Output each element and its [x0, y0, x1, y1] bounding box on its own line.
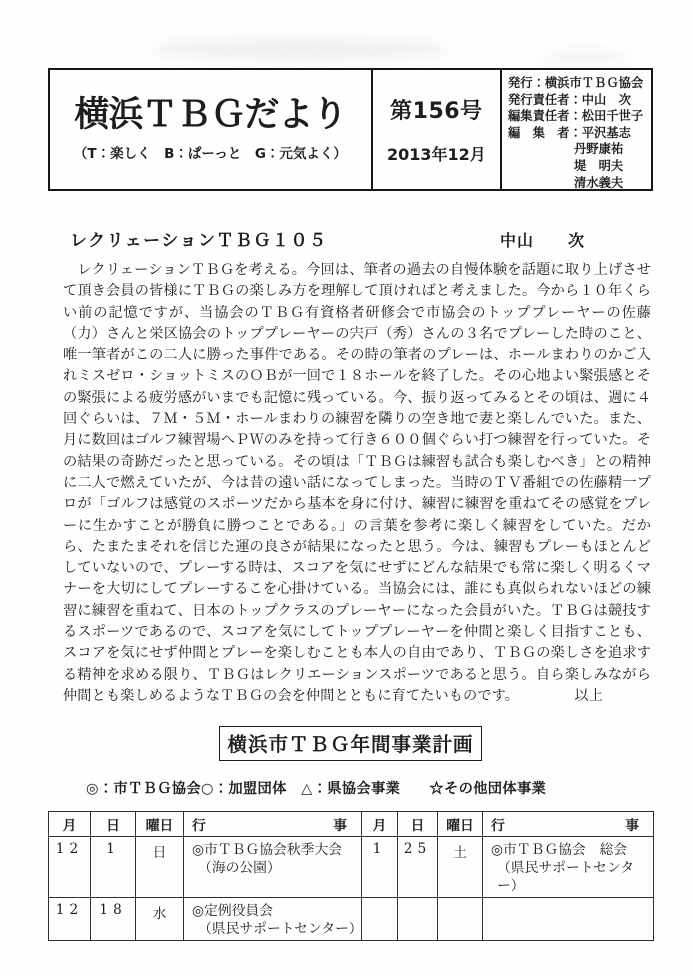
cell-weekday: 日 — [136, 837, 184, 898]
newsletter-title: 横浜ＴＢＧだより — [74, 94, 347, 135]
scan-smudge — [150, 38, 450, 60]
publisher-line: 発行：横浜市ＴＢＧ協会 — [507, 75, 644, 90]
cell-weekday: 水 — [136, 898, 184, 941]
col-header-event-char: 行 — [192, 818, 206, 834]
col-header-event — [483, 812, 654, 837]
schedule-section — [48, 726, 653, 941]
cell-weekday: 土 — [438, 837, 483, 898]
table-row — [49, 837, 654, 898]
table-row — [49, 898, 654, 941]
cell-day: 25 — [398, 837, 438, 898]
col-header-event-char: 行 — [491, 818, 505, 834]
cell-month: 12 — [49, 837, 91, 898]
col-header-day: 日 — [398, 812, 438, 837]
masthead-issue-cell — [373, 70, 502, 189]
article-header — [48, 226, 653, 251]
col-header-day: 日 — [91, 812, 136, 837]
article-closing: 以上 — [574, 687, 603, 704]
cell-day: 1 — [91, 837, 136, 898]
schedule-table — [48, 811, 654, 941]
event-venue: （海の公園） — [198, 860, 281, 876]
cell-month: 1 — [362, 837, 398, 898]
issue-number: 第156号 — [390, 99, 483, 124]
cell-event — [483, 898, 654, 941]
editor-name: 丹野康祐 — [573, 141, 624, 157]
cell-day: 18 — [91, 898, 136, 941]
cell-event — [184, 837, 362, 898]
event-name: ◎市ＴＢＧ協会秋季大会 — [192, 842, 343, 858]
article-body — [63, 260, 651, 707]
publisher-line: 編集責任者：松田千世子 — [507, 108, 644, 124]
col-header-weekday: 曜日 — [438, 812, 483, 837]
article-title: レクリェーションＴＢＧ１０５ — [70, 231, 328, 251]
col-header-month: 月 — [49, 812, 91, 837]
cell-month — [362, 898, 398, 941]
cell-event — [184, 898, 362, 941]
masthead — [48, 68, 653, 191]
article-author: 中山 次 — [499, 231, 585, 250]
event-venue: （県民サポートセンター） — [198, 921, 363, 937]
publisher-line: 発行責任者：中山 次 — [507, 91, 631, 107]
scan-smudge — [540, 50, 630, 64]
schedule-table-header-row — [49, 812, 654, 837]
col-header-weekday: 曜日 — [136, 812, 184, 837]
publisher-line: 編 集 者：平沢基志 — [507, 124, 631, 140]
col-header-event — [184, 812, 362, 837]
cell-event — [483, 837, 654, 898]
newsletter-subtitle: （T：楽しく B：ぱーっと G：元気よく） — [73, 146, 347, 163]
editor-name: 清水義夫 — [573, 174, 624, 190]
article-body-text: レクリェーションＴＢＧを考える。今回は、筆者の過去の自慢体験を話題に取り上げさせて頂き会員の皆様にＴＢＧの楽しみ方を理解して頂ければと考えました。今から１０年くらい前の記憶ですが、当協会のＴＢＧ有資格者研修会で市協会のトッププレーヤーの佐藤（力）さんと栄区協会のトッププレーヤーの宍戸（秀）さんの３名でプレーした時のこと、唯一筆者がこの二人に勝った事件である。その時の筆者のプレーは、ホールまわりのかご入れミスゼロ・ショットミスのＯＢが一回で１８ホールを終了した。その心地よい緊張感とその緊張による疲労感がいまでも記憶に残っている。今、振り返ってみるとその頃は、週に４回ぐらいは、７Ｍ・５Ｍ・ホールまわりの練習を隣りの空き地で妻と楽しんでいた。また、月に数回はゴルフ練習場へＰＷのみを持って行き６００個ぐらい打つ練習を行っていた。その結果の奇跡だったと思っている。その頃は「ＴＢＧは練習も試合も楽しむべき」との精神に二人で燃えていたが、今は昔の遠い話になってしまった。当時のＴＶ番組での佐藤精一プロが「ゴルフは感覚のスポーツだから基本を身に付け、練習に練習を重ねてその感覚をプレーに生かすことが勝負に勝つことである。」の言葉を参考に楽しく練習をしていた。だから、たまたまそれを信じた運の良さが結果になったと思う。今は、練習もプレーもほとんどしていないので、プレーする時は、スコアを気にせずにどんな結果でも常に楽しく明るくマナーを大切にしてプレーするこを心掛けている。当協会には、誰にも真似られないほどの練習に練習を重ねて、日本のトップクラスのプレーヤーになった会員がいた。ＴＢＧは競技するスポーツであるので、スコアを気にしてトッププレーヤーを仲間と楽しく目指すことも、スコアを気にせず仲間とプレーを楽しむことも本人の自由であり、ＴＢＧの楽しさを追求する精神を求める限り、ＴＢＧはレクリエーションスポーツであると思う。自ら楽しみながら仲間とも楽しめるようなＴＢＧの会を仲間とともに育てたいものです。 — [63, 262, 651, 704]
issue-date: 2013年12月 — [386, 145, 486, 164]
editor-name: 堤 明夫 — [573, 157, 624, 173]
masthead-title-cell — [50, 70, 373, 189]
schedule-legend: ◎：市ＴＢＧ協会○：加盟団体 △：県協会事業 ☆その他団体事業 — [86, 781, 547, 797]
masthead-publisher-cell — [502, 70, 651, 189]
col-header-month: 月 — [362, 812, 398, 837]
cell-weekday — [438, 898, 483, 941]
cell-day — [398, 898, 438, 941]
article — [48, 226, 653, 707]
schedule-title-row — [48, 726, 653, 761]
col-header-event-char: 事 — [625, 818, 639, 834]
schedule-title: 横浜市ＴＢＧ年間事業計画 — [219, 726, 481, 761]
col-header-event-char: 事 — [333, 818, 347, 834]
event-name: ◎市ＴＢＧ協会 総会 — [491, 842, 628, 858]
cell-month: 12 — [49, 898, 91, 941]
event-venue: （県民サポートセンター） — [497, 860, 635, 894]
event-name: ◎定例役員会 — [192, 903, 274, 919]
